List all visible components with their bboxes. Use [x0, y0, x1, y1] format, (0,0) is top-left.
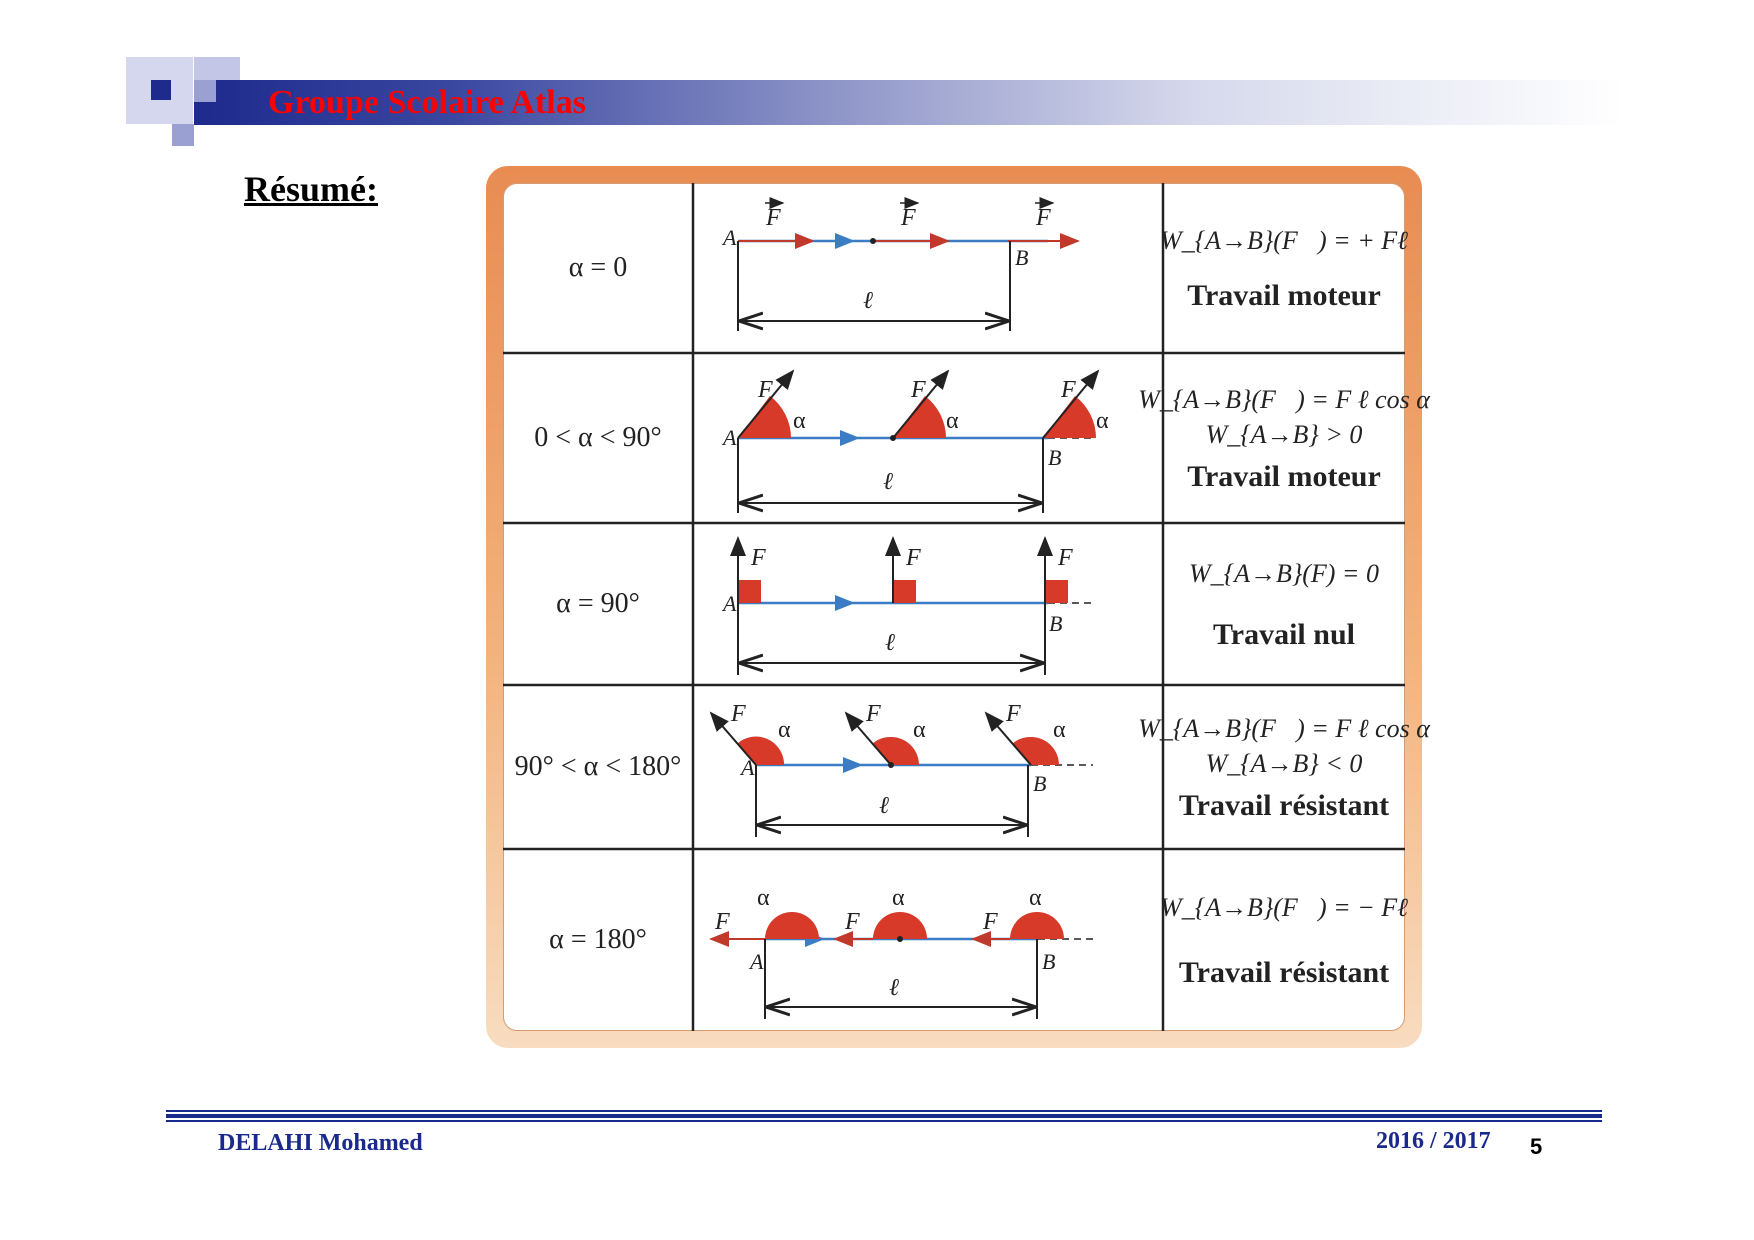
work-verdict: Travail moteur	[1187, 279, 1381, 312]
svg-text:A: A	[723, 591, 737, 616]
work-formula: W_{A→B}(F⃗) = + Fℓ	[1160, 226, 1408, 255]
footer-rule	[166, 1110, 1602, 1124]
svg-text:F: F	[1036, 205, 1051, 231]
svg-text:A: A	[750, 949, 764, 974]
svg-text:α: α	[1053, 717, 1066, 743]
svg-text:α: α	[1029, 885, 1042, 911]
angle-cell: 0 < α < 90°	[534, 422, 662, 453]
force-diagram-right-angle	[693, 523, 1163, 685]
svg-text:α: α	[892, 885, 905, 911]
svg-text:F: F	[1061, 377, 1076, 403]
svg-text:F: F	[906, 545, 921, 571]
section-title: Résumé:	[244, 169, 378, 209]
svg-text:α: α	[778, 717, 791, 743]
work-formula: W_{A→B}(F⃗) = − Fℓ	[1160, 893, 1408, 922]
svg-text:A: A	[723, 225, 737, 250]
svg-text:F: F	[766, 205, 781, 231]
work-cell	[1138, 685, 1430, 849]
svg-text:B: B	[1048, 445, 1062, 470]
svg-text:α: α	[946, 408, 959, 434]
svg-text:A: A	[741, 755, 755, 780]
force-diagram-acute	[693, 353, 1163, 523]
table-row	[503, 685, 1430, 849]
svg-text:F: F	[751, 545, 766, 571]
table-row	[503, 353, 1430, 523]
svg-text:F: F	[715, 909, 730, 935]
svg-text:ℓ: ℓ	[879, 793, 889, 819]
work-condition: W_{A→B} < 0	[1205, 749, 1363, 778]
svg-text:α: α	[1096, 408, 1109, 434]
svg-text:α: α	[793, 408, 806, 434]
svg-text:B: B	[1033, 771, 1047, 796]
svg-text:F: F	[1058, 545, 1073, 571]
footer-author: DELAHI Mohamed	[218, 1130, 423, 1156]
angle-cell: α = 90°	[556, 588, 640, 619]
force-diagram-straight-angle	[693, 849, 1163, 1031]
svg-text:F: F	[731, 701, 746, 727]
svg-text:F: F	[845, 909, 860, 935]
svg-text:ℓ: ℓ	[863, 288, 873, 314]
table-row	[503, 523, 1405, 685]
svg-text:F: F	[758, 377, 773, 403]
header-decor-square	[151, 80, 171, 100]
work-cell	[1160, 849, 1408, 1031]
summary-table	[503, 183, 1430, 1031]
work-cell	[1163, 523, 1405, 685]
svg-text:B: B	[1049, 611, 1063, 636]
work-condition: W_{A→B} > 0	[1205, 420, 1363, 449]
header-decor-square	[172, 124, 194, 146]
header-decor-square	[194, 80, 216, 102]
force-diagram-obtuse	[693, 685, 1163, 849]
table-row	[503, 183, 1408, 353]
force-diagram-alpha-0	[693, 183, 1163, 353]
work-formula: W_{A→B}(F⃗) = F ℓ cos α	[1138, 385, 1430, 414]
svg-text:F: F	[866, 701, 881, 727]
angle-cell: 90° < α < 180°	[514, 751, 682, 782]
table-row	[503, 849, 1408, 1031]
svg-text:F: F	[911, 377, 926, 403]
svg-text:F: F	[1006, 701, 1021, 727]
page-number: 5	[1530, 1134, 1543, 1159]
svg-text:A: A	[723, 425, 737, 450]
svg-text:F: F	[983, 909, 998, 935]
work-formula: W_{A→B}(F⃗) = F ℓ cos α	[1138, 714, 1430, 743]
svg-text:F: F	[901, 205, 916, 231]
angle-cell: α = 180°	[549, 924, 647, 955]
svg-text:B: B	[1015, 245, 1029, 270]
work-verdict: Travail nul	[1213, 618, 1355, 651]
header-title: Groupe Scolaire Atlas	[268, 84, 586, 121]
svg-text:B: B	[1042, 949, 1056, 974]
work-verdict: Travail résistant	[1178, 956, 1390, 989]
work-verdict: Travail résistant	[1178, 789, 1390, 822]
svg-text:ℓ: ℓ	[885, 630, 895, 656]
work-cell	[1160, 183, 1408, 353]
work-verdict: Travail moteur	[1187, 460, 1381, 493]
svg-text:ℓ: ℓ	[883, 469, 893, 495]
svg-text:ℓ: ℓ	[889, 975, 899, 1001]
work-cell	[1138, 353, 1430, 523]
svg-text:α: α	[757, 885, 770, 911]
footer-year: 2016 / 2017	[1376, 1128, 1491, 1154]
svg-text:α: α	[913, 717, 926, 743]
angle-cell: α = 0	[568, 252, 628, 283]
work-formula: W_{A→B}(F) = 0	[1189, 559, 1379, 588]
